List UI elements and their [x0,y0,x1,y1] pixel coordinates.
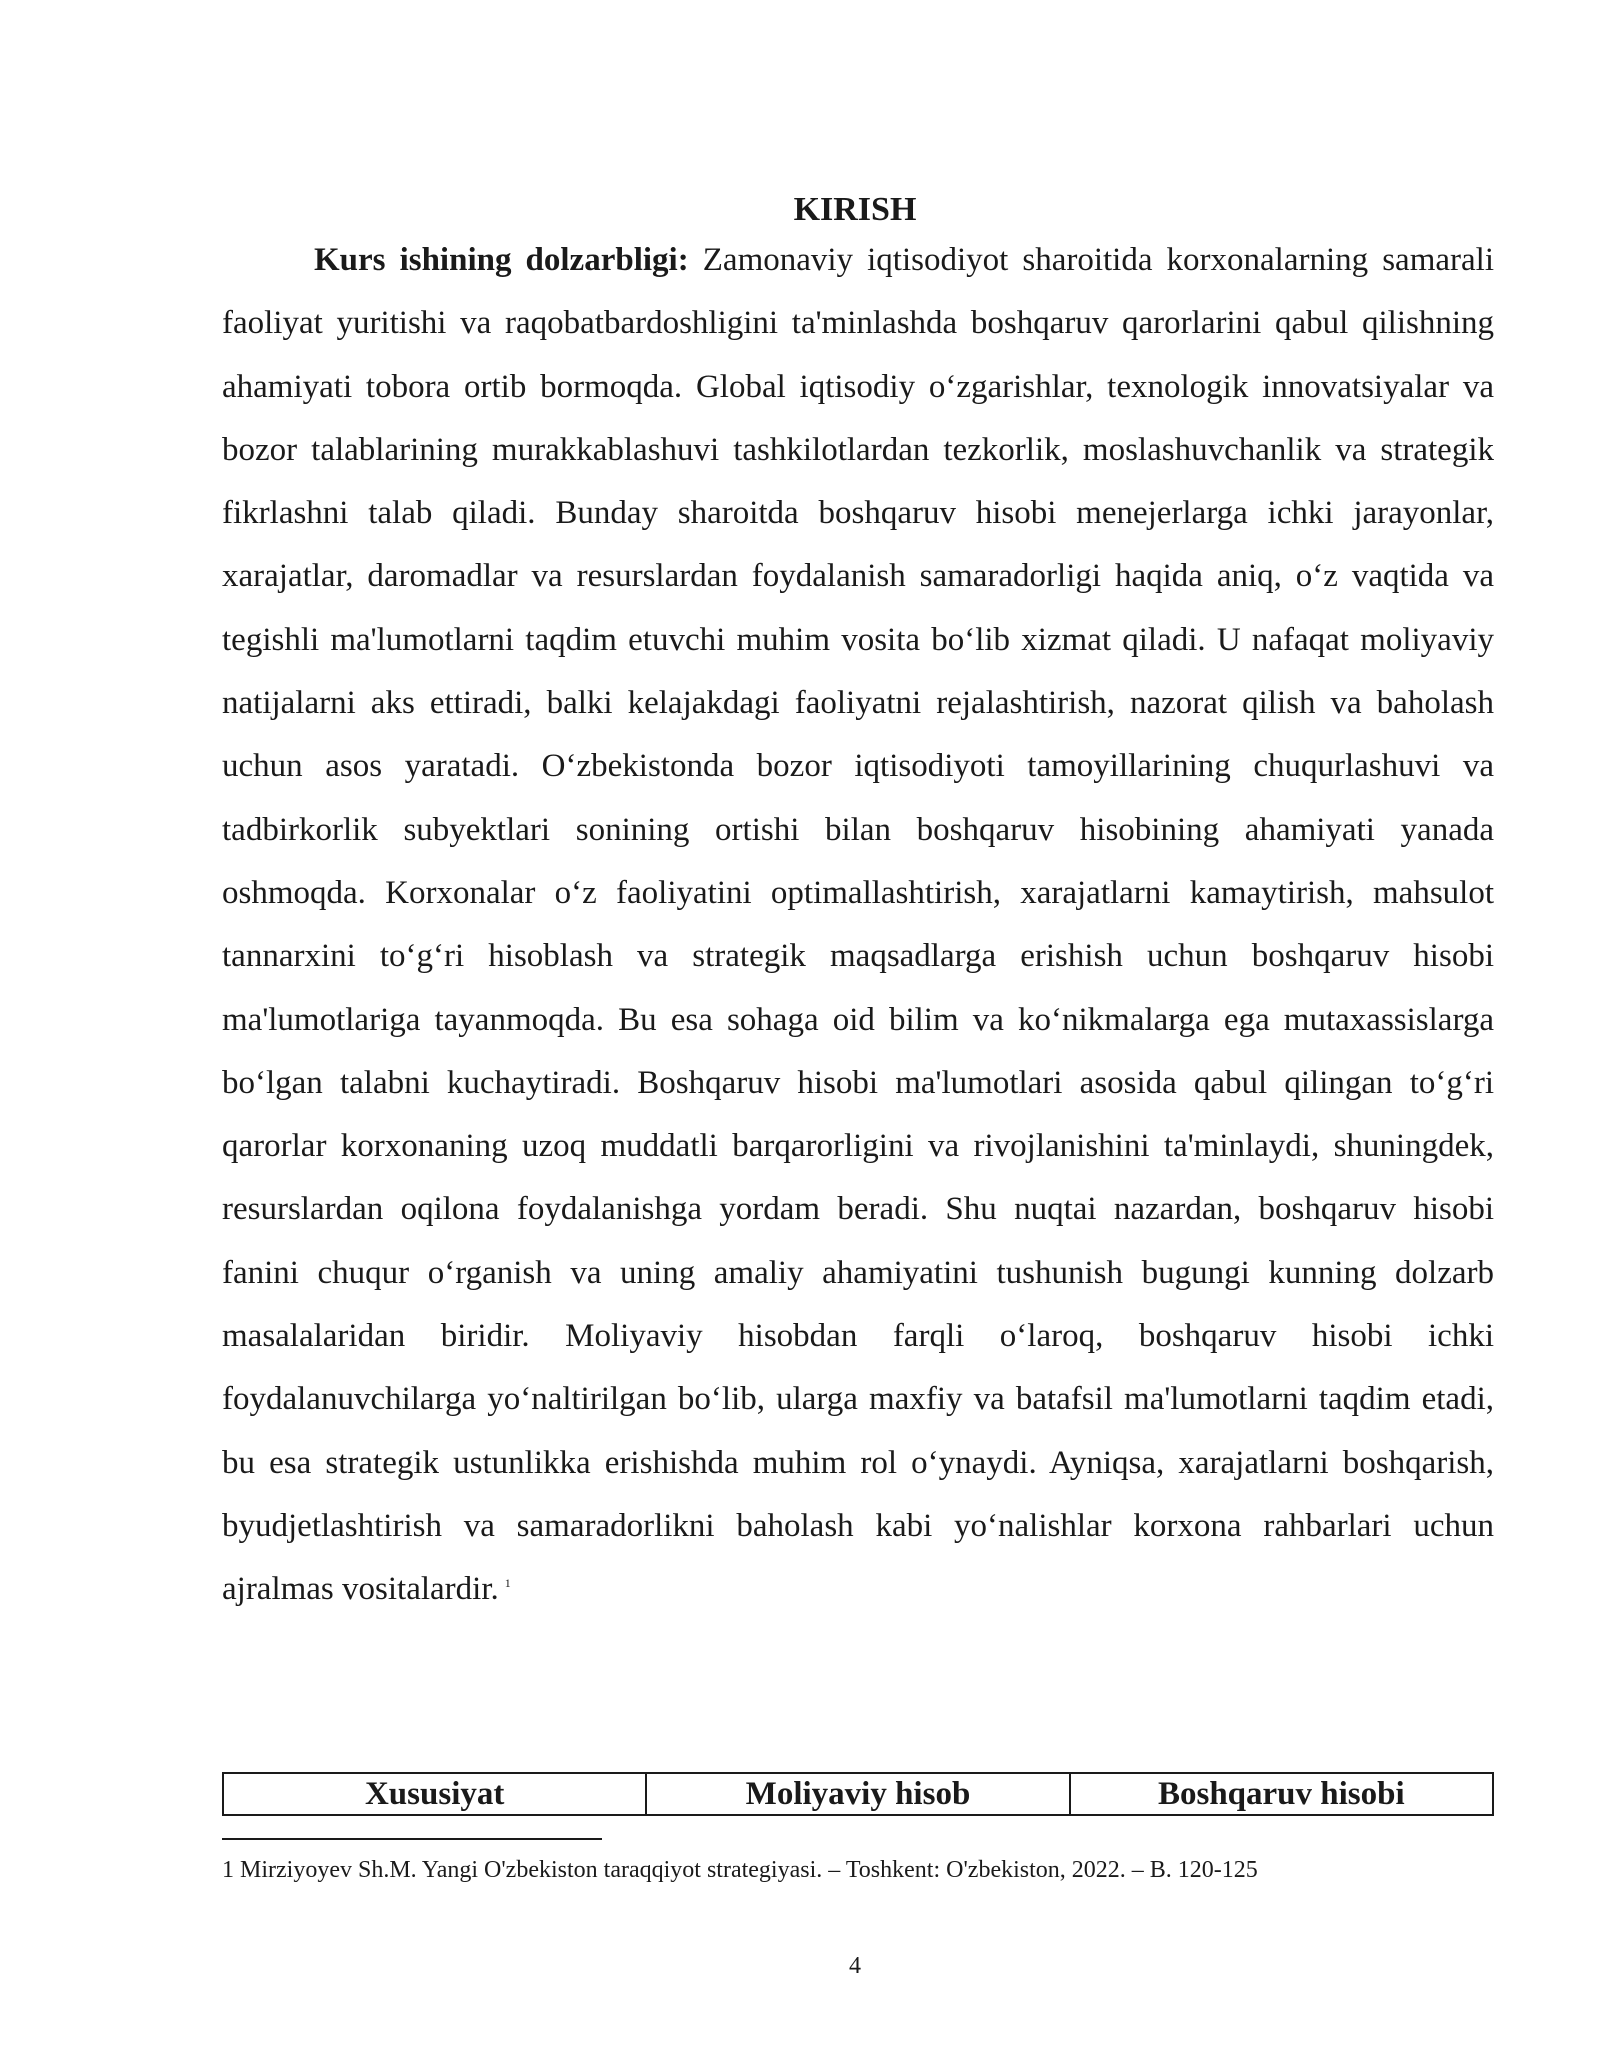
footnote-text: 1 Mirziyoyev Sh.M. Yangi O'zbekiston taraqqiyot strategiyasi. – Toshkent: O'zbekiston, 2022. – B. 120-125 [222,1857,1258,1883]
footnote-reference: 1 [504,1576,511,1591]
intro-paragraph [222,229,1494,1622]
paragraph-text: Zamonaviy iqtisodiyot sharoitida korxonalarning samarali faoliyat yuritishi va raqobatbardoshligini ta'minlashda boshqaruv qarorlarini qabul qilishning ahamiyati tobora ortib bormoqda. Global iqtisodiy oʻzgarishlar, texnologik innovatsiyalar va bozor talablarining murakkablashuvi tashkilotlardan tezkorlik, moslashuvchanlik va strategik fikrlashni talab qiladi. Bunday sharoitda boshqaruv hisobi menejerlarga ichki jarayonlar, xarajatlar, daromadlar va resurslardan foydalanish samaradorligi haqida aniq, oʻz vaqtida va tegishli ma'lumotlarni taqdim etuvchi muhim vosita boʻlib xizmat qiladi. U nafaqat moliyaviy natijalarni aks ettiradi, balki kelajakdagi faoliyatni rejalashtirish, nazorat qilish va baholash uchun asos yaratadi. Oʻzbekistonda bozor iqtisodiyoti tamoyillarining chuqurlashuvi va tadbirkorlik subyektlari sonining ortishi bilan boshqaruv hisobining ahamiyati yanada oshmoqda. Korxonalar oʻz faoliyatini optimallashtirish, xarajatlarni kamaytirish, mahsulot tannarxini toʻgʻri hisoblash va strategik maqsadlarga erishish uchun boshqaruv hisobi ma'lumotlariga tayanmoqda. Bu esa sohaga oid bilim va koʻnikmalarga ega mutaxassislarga boʻlgan talabni kuchaytiradi. Boshqaruv hisobi ma'lumotlari asosida qabul qilingan toʻgʻri qarorlar korxonaning uzoq muddatli barqarorligini va rivojlanishini ta'minlaydi, shuningdek, resurslardan oqilona foydalanishga yordam beradi. Shu nuqtai nazardan, boshqaruv hisobi fanini chuqur oʻrganish va uning amaliy ahamiyatini tushunish bugungi kunning dolzarb masalalaridan biridir. Moliyaviy hisobdan farqli oʻlaroq, boshqaruv hisobi ichki foydalanuvchilarga yoʻnaltirilgan boʻlib, ularga maxfiy va batafsil ma'lumotlarni taqdim etadi, bu esa strategik ustunlikka erishishda muhim rol oʻynaydi. Ayniqsa, xarajatlarni boshqarish, byudjetlashtirish va samaradorlikni baholash kabi yoʻnalishlar korxona rahbarlari uchun ajralmas vositalardir. [222,242,1494,1608]
table-header-cell: Moliyaviy hisob [646,1773,1069,1815]
section-heading: KIRISH [793,191,917,228]
page-number: 4 [849,1953,861,1979]
lead-label: Kurs ishining dolzarbligi: [314,242,689,278]
table-header-cell: Boshqaruv hisobi [1070,1773,1493,1815]
comparison-table [222,1772,1494,1816]
footnote-divider [222,1838,602,1840]
table-header-cell: Xususiyat [223,1773,646,1815]
table-header-row [223,1773,1493,1815]
